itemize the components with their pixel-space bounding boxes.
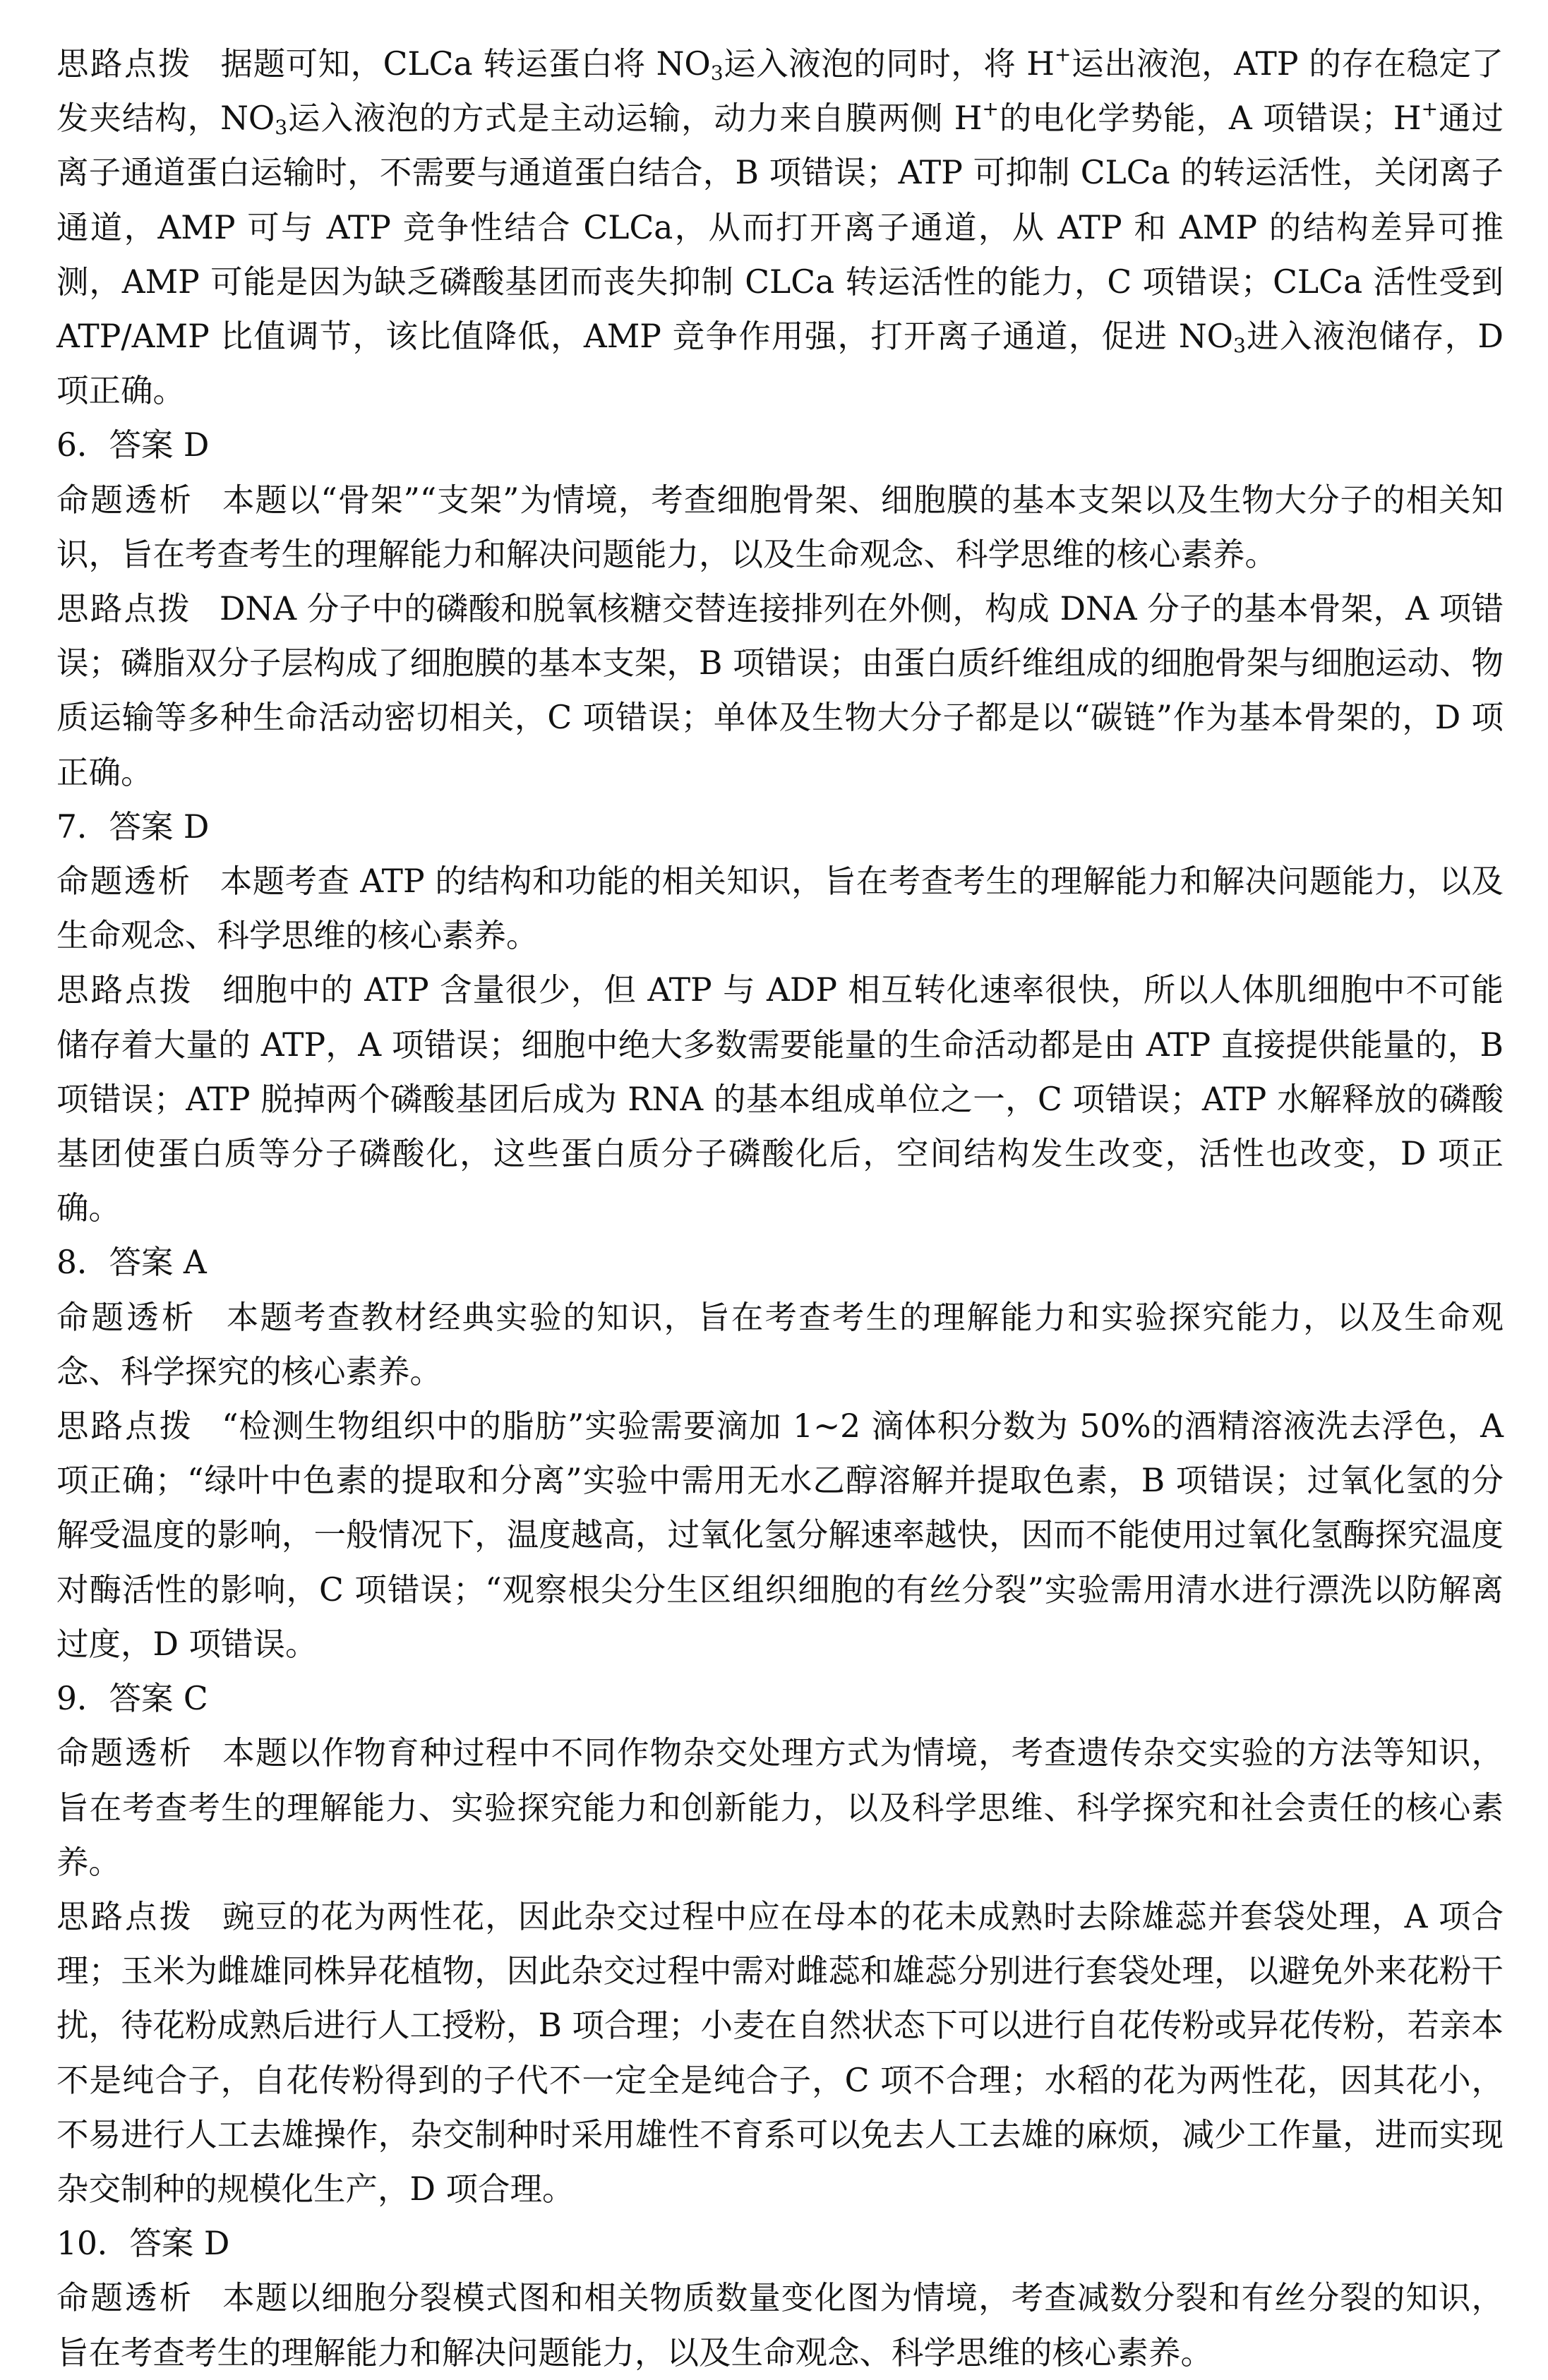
text: 据题可知，CLCa 转运蛋白将 NO	[220, 45, 711, 83]
subscript: 3	[1232, 334, 1246, 358]
q6-mingti-paragraph	[56, 473, 1504, 582]
q7-silu-paragraph	[56, 963, 1504, 1235]
q9-silu-paragraph	[56, 1889, 1504, 2216]
text: 豌豆的花为两性花，因此杂交过程中应在母本的花未成熟时去除雄蕊并套袋处理，A 项合理；玉米为雌雄同株异花植物，因此杂交过程中需对雌蕊和雄蕊分别进行套袋处理，以避免外来花粉干扰，待花粉成熟后进行人工授粉，B 项合理；小麦在自然状态下可以进行自花传粉或异花传粉，若亲本不是纯合子，自花传粉得到的子代不一定全是纯合子，C 项不合理；水稻的花为两性花，因其花小，不易进行人工去雄操作，杂交制种时采用雄性不育系可以免去人工去雄的麻烦，减少工作量，进而实现杂交制种的规模化生产，D 项合理。	[56, 1897, 1504, 2208]
text: 本题考查教材经典实验的知识，旨在考查考生的理解能力和实验探究能力，以及生命观念、科学探究的核心素养。	[56, 1298, 1504, 1390]
text: 本题以“骨架”“支架”为情境，考查细胞骨架、细胞膜的基本支架以及生物大分子的相关知识，旨在考查考生的理解能力和解决问题能力，以及生命观念、科学思维的核心素养。	[56, 481, 1504, 573]
mingti-label: 命题透析	[56, 1734, 194, 1772]
q9-answer: 9．答案 C	[56, 1680, 208, 1718]
silu-label: 思路点拨	[56, 1407, 194, 1446]
answer-page	[56, 37, 1504, 2380]
q6-silu-paragraph	[56, 582, 1504, 800]
q10-answer: 10．答案 D	[56, 2225, 230, 2263]
q10-mingti-paragraph	[56, 2271, 1504, 2379]
text: 运出液泡，ATP 的存在稳定了发夹结构，NO	[56, 45, 1504, 138]
q7-mingti-paragraph	[56, 854, 1504, 963]
q8-mingti-paragraph	[56, 1290, 1504, 1399]
superscript: +	[1054, 42, 1072, 66]
text: 运入液泡的方式是主动运输，动力来自膜两侧 H	[287, 100, 983, 138]
text: 通过离子通道蛋白运输时，不需要与通道蛋白结合，B 项错误；ATP 可抑制 CLCa 的转运活性，关闭离子通道，AMP 可与 ATP 竞争性结合 CLCa，从而打开离子通道，从 ATP 和 AMP 的结构差异可推测，AMP 可能是因为缺乏磷酸基团而丧失抑制 CLCa 转运活性的能力，C 项错误；CLCa 活性受到 ATP/AMP 比值调节，该比值降低，AMP 竞争作用强，打开离子通道，促进 NO	[56, 100, 1504, 356]
q9-mingti-paragraph	[56, 1726, 1504, 1889]
q6-answer: 6．答案 D	[56, 426, 210, 464]
superscript: +	[1421, 97, 1439, 121]
text: 进入液泡储存，D 项正确。	[56, 318, 1504, 410]
superscript: +	[982, 97, 1000, 121]
mingti-label: 命题透析	[56, 1298, 197, 1336]
q7-answer: 7．答案 D	[56, 807, 210, 846]
text: 本题以细胞分裂模式图和相关物质数量变化图为情境，考查减数分裂和有丝分裂的知识，旨在考查考生的理解能力和解决问题能力，以及生命观念、科学思维的核心素养。	[56, 2279, 1504, 2372]
text: 本题考查 ATP 的结构和功能的相关知识，旨在考查考生的理解能力和解决问题能力，以及生命观念、科学思维的核心素养。	[56, 863, 1504, 955]
mingti-label: 命题透析	[56, 863, 192, 901]
silu-label: 思路点拨	[56, 45, 193, 83]
text: 细胞中的 ATP 含量很少，但 ATP 与 ADP 相互转化速率很快，所以人体肌细胞中不可能储存着大量的 ATP，A 项错误；细胞中绝大多数需要能量的生命活动都是由 ATP 直接提供能量的，B 项错误；ATP 脱掉两个磷酸基团后成为 RNA 的基本组成单位之一，C 项错误；ATP 水解释放的磷酸基团使蛋白质等分子磷酸化，这些蛋白质分子磷酸化后，空间结构发生改变，活性也改变，D 项正确。	[56, 971, 1504, 1227]
q5-silu-paragraph	[56, 37, 1504, 418]
q8-silu-paragraph	[56, 1399, 1504, 1671]
text: DNA 分子中的磷酸和脱氧核糖交替连接排列在外侧，构成 DNA 分子的基本骨架，A 项错误；磷脂双分子层构成了细胞膜的基本支架，B 项错误；由蛋白质纤维组成的细胞骨架与细胞运动、物质运输等多种生命活动密切相关，C 项错误；单体及生物大分子都是以“碳链”作为基本骨架的，D 项正确。	[56, 590, 1504, 791]
subscript: 3	[710, 61, 724, 85]
silu-label: 思路点拨	[56, 1897, 194, 1935]
q8-answer: 8．答案 A	[56, 1244, 207, 1282]
silu-label: 思路点拨	[56, 971, 193, 1009]
text: 的电化学势能，A 项错误；H	[999, 100, 1422, 138]
text: 本题以作物育种过程中不同作物杂交处理方式为情境，考查遗传杂交实验的方法等知识，旨在考查考生的理解能力、实验探究能力和创新能力，以及科学思维、科学探究和社会责任的核心素养。	[56, 1734, 1504, 1881]
text: “检测生物组织中的脂肪”实验需要滴加 1~2 滴体积分数为 50%的酒精溶液洗去浮色，A 项正确；“绿叶中色素的提取和分离”实验中需用无水乙醇溶解并提取色素，B 项错误；过氧化氢的分解受温度的影响，一般情况下，温度越高，过氧化氢分解速率越快，因而不能使用过氧化氢酶探究温度对酶活性的影响，C 项错误；“观察根尖分生区组织细胞的有丝分裂”实验需用清水进行漂洗以防解离过度，D 项错误。	[56, 1407, 1504, 1663]
silu-label: 思路点拨	[56, 590, 191, 628]
mingti-label: 命题透析	[56, 481, 193, 519]
mingti-label: 命题透析	[56, 2279, 194, 2317]
text: 运入液泡的同时，将 H	[723, 45, 1055, 83]
subscript: 3	[275, 116, 288, 140]
